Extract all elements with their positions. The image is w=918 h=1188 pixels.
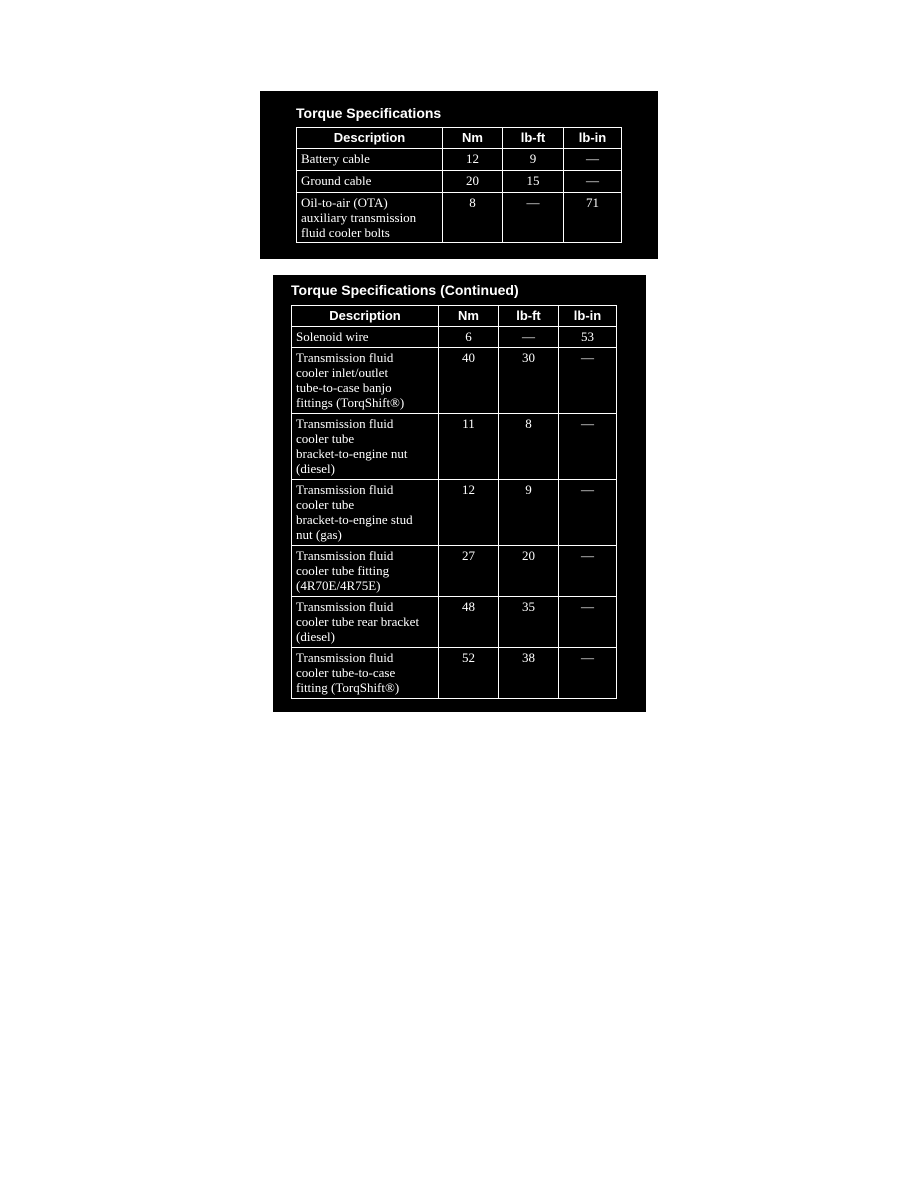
lbin-cell: 71	[564, 193, 622, 243]
table-row	[292, 546, 617, 597]
header-row	[297, 128, 622, 149]
table-row	[297, 149, 622, 171]
description-cell: Transmission fluid cooler tube bracket-to-engine nut (diesel)	[292, 414, 439, 480]
lbft-cell: 30	[499, 348, 559, 414]
lbft-cell: —	[499, 327, 559, 348]
column-header-description: Description	[292, 306, 439, 327]
lbft-cell: 35	[499, 597, 559, 648]
column-header-nm: Nm	[439, 306, 499, 327]
table-row	[292, 414, 617, 480]
table-title: Torque Specifications	[296, 105, 442, 121]
torque-spec-table	[296, 127, 622, 243]
nm-cell: 52	[439, 648, 499, 699]
lbin-cell: —	[559, 348, 617, 414]
nm-cell: 40	[439, 348, 499, 414]
column-header-nm: Nm	[443, 128, 503, 149]
table-row	[292, 327, 617, 348]
header-row	[292, 306, 617, 327]
lbin-cell: —	[559, 648, 617, 699]
description-cell: Transmission fluid cooler tube-to-case fitting (TorqShift®)	[292, 648, 439, 699]
lbft-cell: 20	[499, 546, 559, 597]
lbin-cell: —	[559, 480, 617, 546]
description-cell: Transmission fluid cooler tube bracket-to-engine stud nut (gas)	[292, 480, 439, 546]
description-cell: Solenoid wire	[292, 327, 439, 348]
description-cell: Transmission fluid cooler tube fitting (4R70E/4R75E)	[292, 546, 439, 597]
lbft-cell: 9	[503, 149, 564, 171]
description-cell: Transmission fluid cooler tube rear bracket (diesel)	[292, 597, 439, 648]
table-title: Torque Specifications (Continued)	[291, 282, 519, 298]
nm-cell: 20	[443, 171, 503, 193]
table-row	[292, 348, 617, 414]
nm-cell: 8	[443, 193, 503, 243]
nm-cell: 27	[439, 546, 499, 597]
description-cell: Battery cable	[297, 149, 443, 171]
torque-spec-continued-panel	[273, 275, 646, 712]
lbft-cell: 8	[499, 414, 559, 480]
lbin-cell: 53	[559, 327, 617, 348]
lbin-cell: —	[559, 546, 617, 597]
torque-spec-continued-table	[291, 305, 617, 699]
table-row	[297, 171, 622, 193]
lbin-cell: —	[564, 149, 622, 171]
description-cell: Transmission fluid cooler inlet/outlet tube-to-case banjo fittings (TorqShift®)	[292, 348, 439, 414]
nm-cell: 12	[439, 480, 499, 546]
column-header-lbft: lb-ft	[503, 128, 564, 149]
lbin-cell: —	[564, 171, 622, 193]
nm-cell: 11	[439, 414, 499, 480]
nm-cell: 48	[439, 597, 499, 648]
column-header-lbin: lb-in	[559, 306, 617, 327]
table-row	[297, 193, 622, 243]
column-header-lbin: lb-in	[564, 128, 622, 149]
description-cell: Ground cable	[297, 171, 443, 193]
column-header-description: Description	[297, 128, 443, 149]
table-row	[292, 648, 617, 699]
lbft-cell: 38	[499, 648, 559, 699]
lbin-cell: —	[559, 414, 617, 480]
description-cell: Oil-to-air (OTA) auxiliary transmission fluid cooler bolts	[297, 193, 443, 243]
nm-cell: 12	[443, 149, 503, 171]
nm-cell: 6	[439, 327, 499, 348]
lbft-cell: —	[503, 193, 564, 243]
column-header-lbft: lb-ft	[499, 306, 559, 327]
table-row	[292, 597, 617, 648]
table-row	[292, 480, 617, 546]
lbin-cell: —	[559, 597, 617, 648]
lbft-cell: 15	[503, 171, 564, 193]
torque-spec-panel	[260, 91, 658, 259]
lbft-cell: 9	[499, 480, 559, 546]
